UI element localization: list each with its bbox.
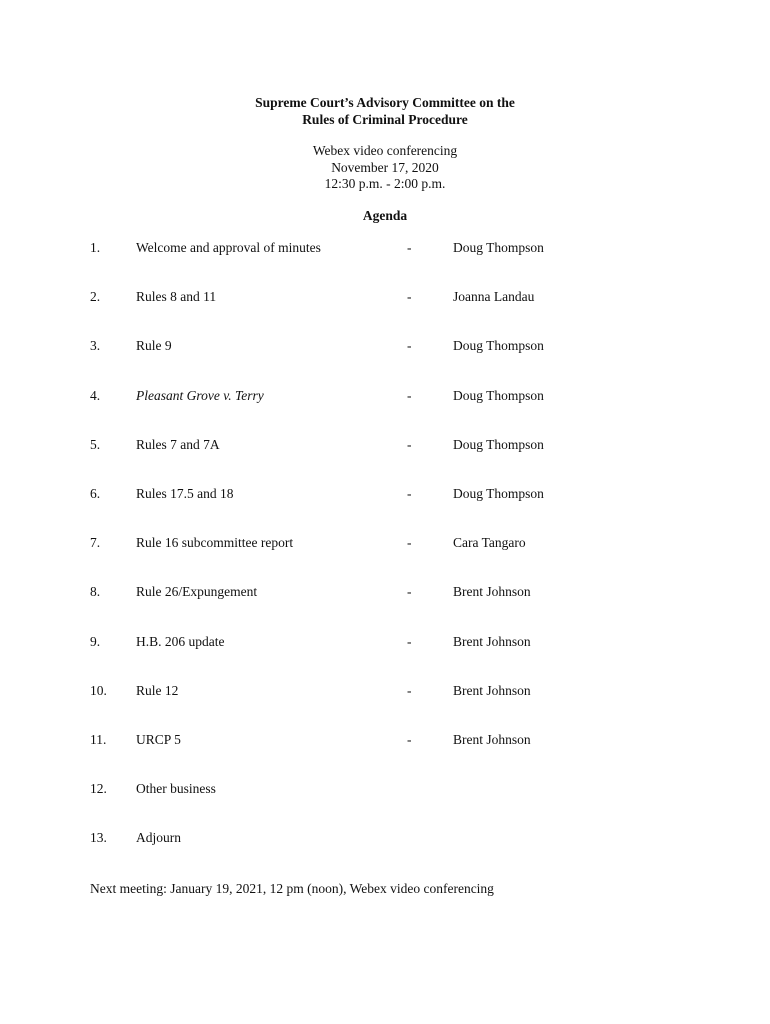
agenda-item-dash: - [407,535,412,551]
agenda-item [0,683,770,732]
agenda-item-number: 13. [90,830,107,846]
agenda-item-topic: Rules 7 and 7A [136,436,220,452]
agenda-item-presenter: Doug Thompson [453,387,544,403]
title-line-2: Rules of Criminal Procedure [302,111,468,127]
agenda-item-number: 8. [90,584,101,600]
agenda-item-topic: URCP 5 [136,731,181,747]
agenda-list [0,240,770,879]
meeting-venue: Webex video conferencing [312,143,458,158]
agenda-item-number: 6. [90,485,101,501]
agenda-item [0,781,770,830]
meeting-date: November 17, 2020 [331,159,439,175]
agenda-item [0,240,770,289]
agenda-item-topic: Other business [136,781,216,797]
agenda-item-dash: - [407,338,412,354]
agenda-item-number: 1. [90,240,101,255]
agenda-item-topic: Rule 26/Expungement [136,584,258,600]
meeting-time: 12:30 p.m. - 2:00 p.m. [324,176,446,191]
agenda-item-dash: - [407,633,412,649]
agenda-item-number: 10. [90,682,107,698]
agenda-item-topic: Pleasant Grove v. Terry [136,387,264,403]
agenda-item-topic: Rule 9 [136,338,172,354]
agenda-item-dash: - [407,731,412,747]
agenda-item-topic: Welcome and approval of minutes [136,240,321,255]
agenda-item-topic: Rule 12 [136,682,179,698]
agenda-item-number: 2. [90,289,101,305]
agenda-item-dash: - [407,584,412,600]
agenda-item-presenter: Doug Thompson [453,240,544,255]
agenda-heading [0,208,770,225]
agenda-item [0,388,770,437]
agenda-item [0,437,770,486]
agenda-item-topic: Rule 16 subcommittee report [136,535,294,551]
agenda-item-number: 11. [90,731,107,747]
agenda-item-dash: - [407,387,412,403]
next-meeting-note: Next meeting: January 19, 2021, 12 pm (noon), Webex video conferencing [90,881,494,896]
agenda-item-dash: - [407,289,412,305]
agenda-item [0,732,770,781]
agenda-item [0,486,770,535]
agenda-item-presenter: Cara Tangaro [453,535,526,551]
agenda-item [0,535,770,584]
agenda-item [0,584,770,633]
agenda-item-topic: H.B. 206 update [136,633,225,649]
title-line-1: Supreme Court’s Advisory Committee on the [255,95,515,110]
agenda-item-dash: - [407,240,412,255]
agenda-item-number: 4. [90,387,101,403]
document-title [0,95,770,128]
agenda-item [0,830,770,879]
agenda-item [0,289,770,338]
agenda-item-dash: - [407,682,412,698]
agenda-item-presenter: Joanna Landau [453,289,535,305]
agenda-item-number: 7. [90,535,101,551]
agenda-item-number: 5. [90,436,101,452]
meeting-details [0,143,770,193]
agenda-item-presenter: Brent Johnson [453,584,531,600]
agenda-item-presenter: Brent Johnson [453,731,531,747]
agenda-item-presenter: Doug Thompson [453,338,544,354]
agenda-item-number: 9. [90,633,101,649]
agenda-item-presenter: Brent Johnson [453,633,531,649]
agenda-item-dash: - [407,485,412,501]
agenda-item-presenter: Brent Johnson [453,682,531,698]
agenda-item-topic: Rules 17.5 and 18 [136,485,234,501]
agenda-item-number: 3. [90,338,101,354]
agenda-item-topic: Adjourn [136,830,181,846]
agenda-item-number: 12. [90,781,107,797]
agenda-item [0,338,770,387]
agenda-heading-text: Agenda [362,208,408,223]
agenda-item-presenter: Doug Thompson [453,436,544,452]
agenda-item [0,634,770,683]
agenda-item-presenter: Doug Thompson [453,485,544,501]
agenda-item-topic: Rules 8 and 11 [136,289,217,305]
agenda-item-dash: - [407,436,412,452]
